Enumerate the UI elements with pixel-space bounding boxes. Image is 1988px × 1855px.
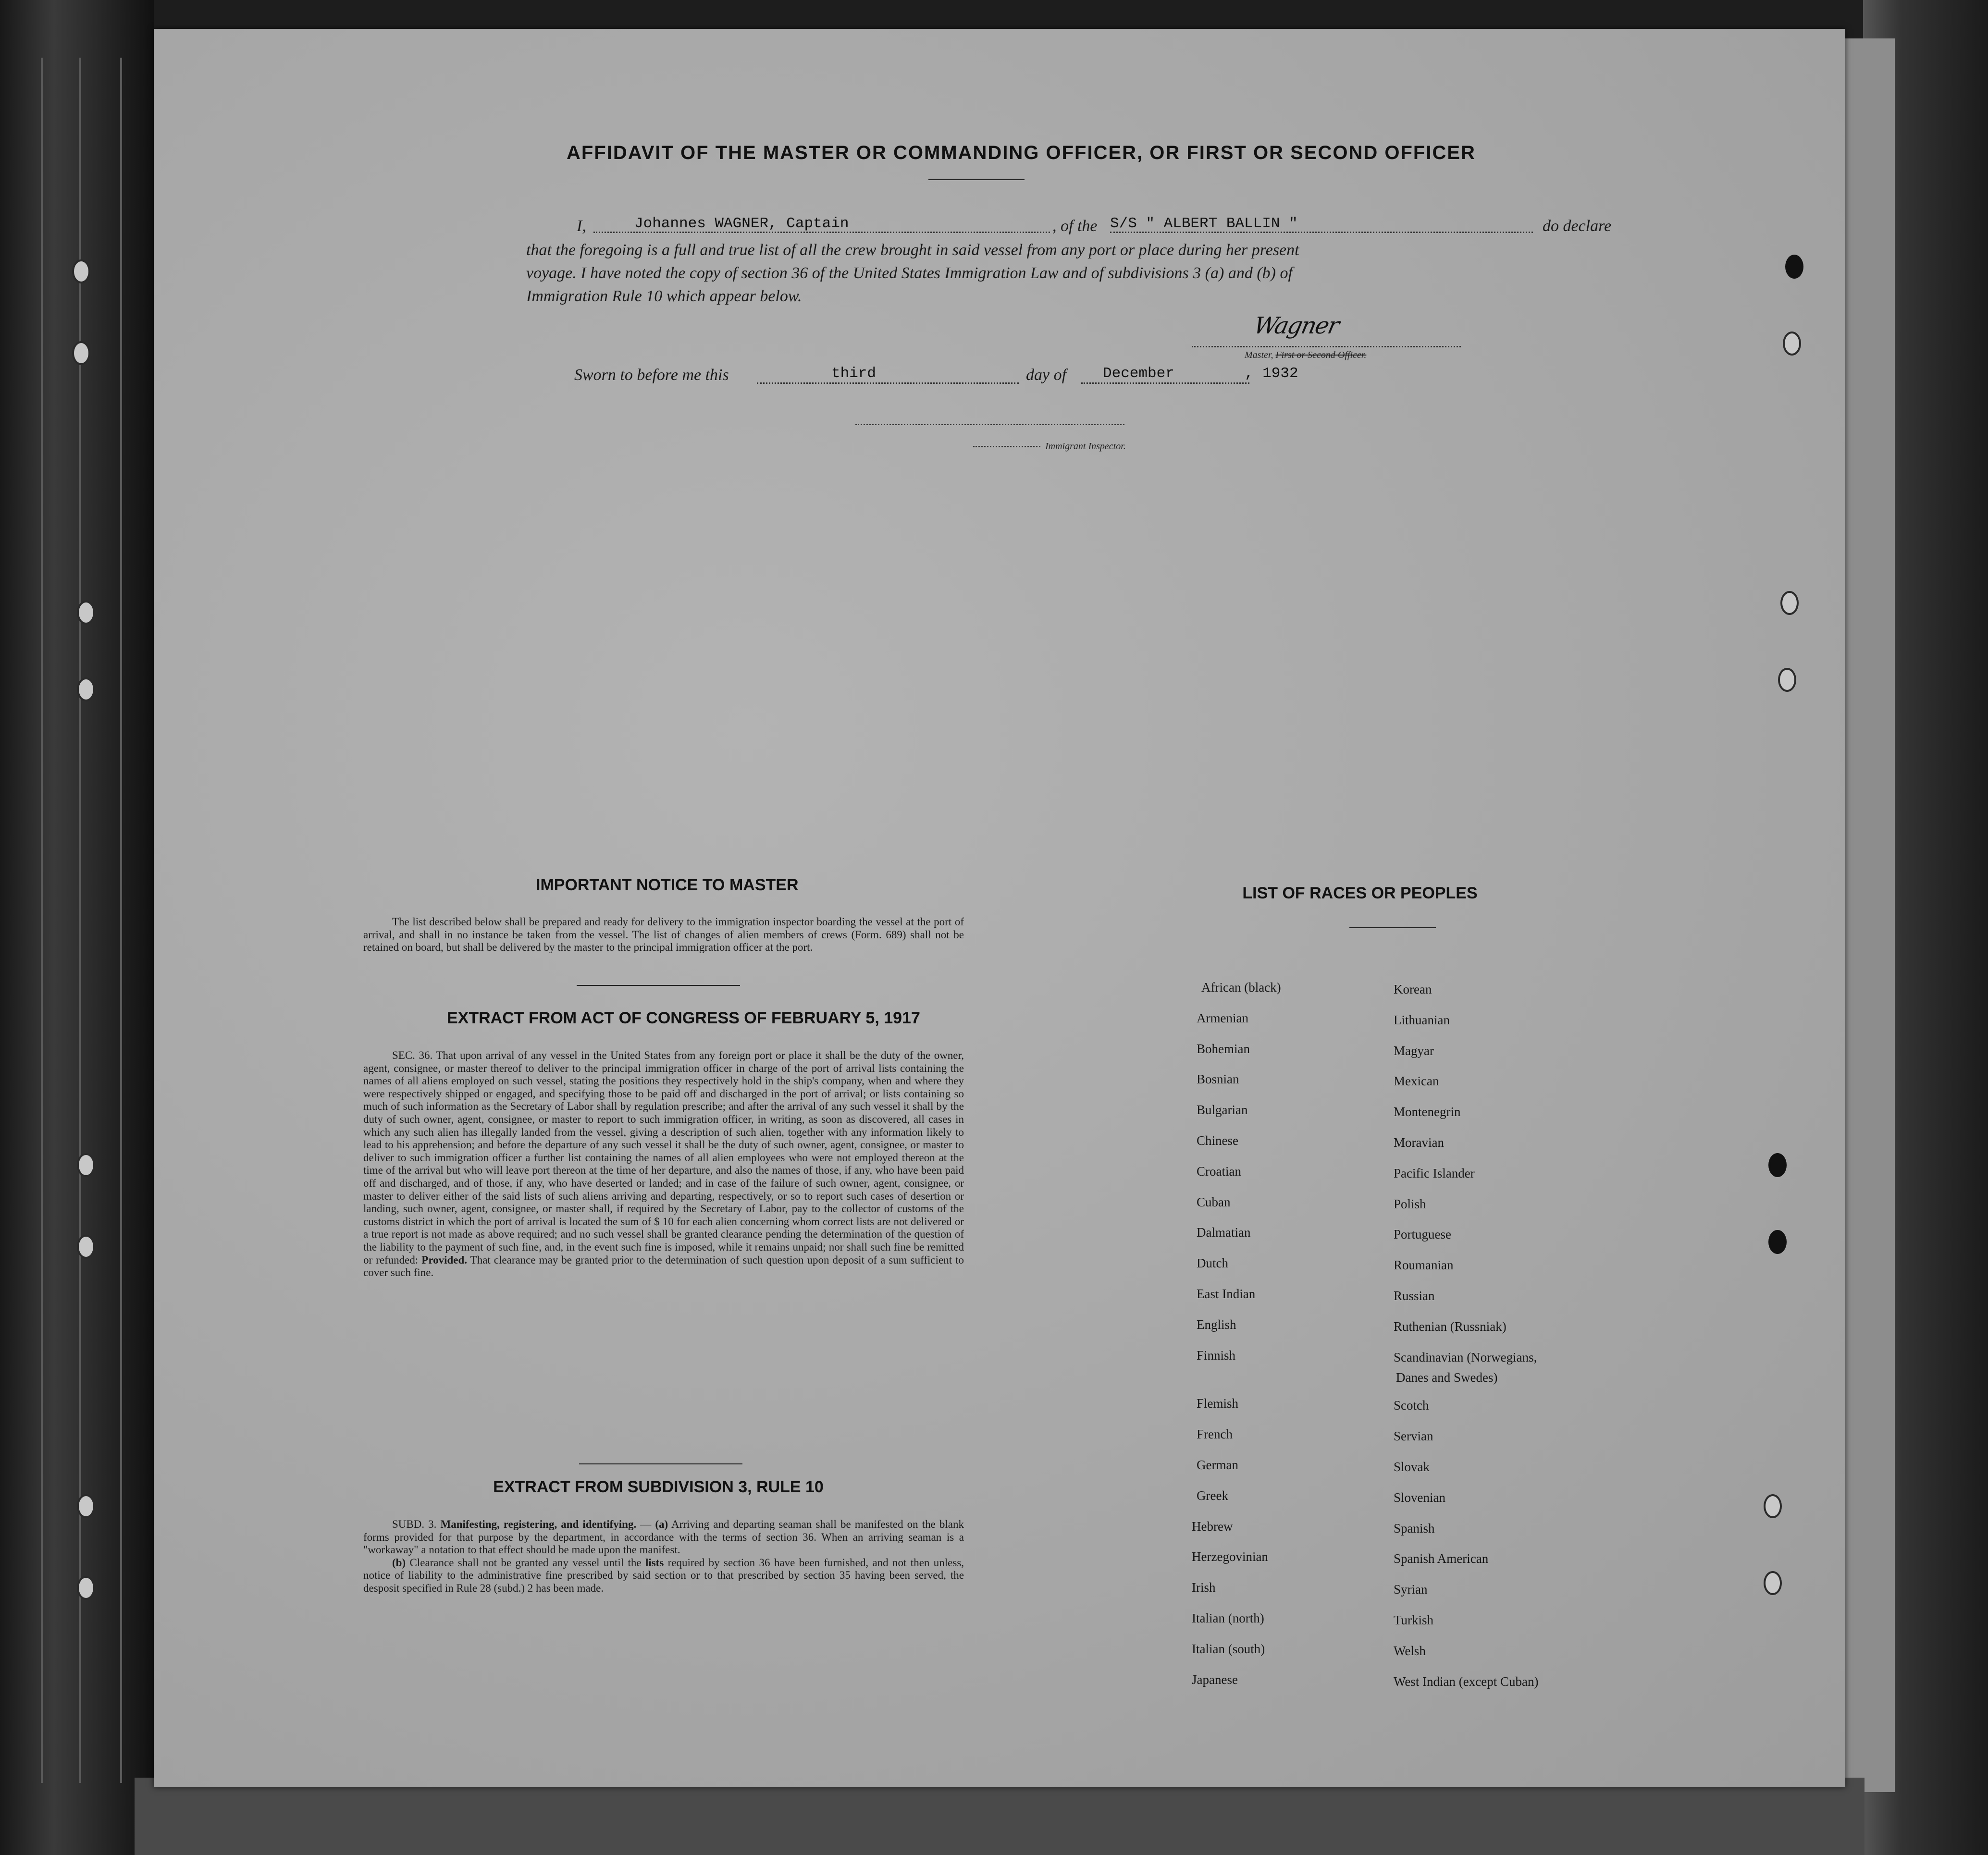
punch-hole-icon bbox=[1780, 591, 1799, 615]
race-item: Welsh bbox=[1394, 1643, 1426, 1658]
race-item: German bbox=[1197, 1458, 1238, 1472]
act-text-main: SEC. 36. That upon arrival of any vessel in the United States from any foreign port or place it shall be the duty of the owner, agent, consignee, or master thereof to deliver to the principal immigration officer in charge of the port of arrival lists containing the names of all aliens employed on such vessel, stating the positions they respectively hold in the ship's company, when and where they were respectively shipped or engaged, and specifying those to be paid off and discharged in the port of arrival; or lists containing so much of such information as the Secretary of Labor shall by regulation prescribe; and after the arrival of any such vessel it shall by the duty of such owner, agent, consignee, or master to report to such immigration officer, in writing, as soon as discovered, all cases in which any such alien has illegally landed from the vessel, giving a description of such alien, together with any information likely to lead to his apprehension; and before the departure of any such vessel it shall be the duty of such owner, agent, consignee, or master to deliver to such immigration officer a further list containing the names of all alien employees who were not employed thereon at the time of the arrival but who will leave port thereon at the time of her departure, and also the names of those, if any, who have been paid off and discharged, and of those, if any, who have deserted or landed; and in case of the failure of such owner, agent, consignee, or master to deliver either of the said lists of such aliens arriving and departing, respectively, or so to report such cases of desertion or landing, such owner, agent, consignee, or master shall, if required by the Secretary of Labor, pay to the collector of customs of the customs district in which the port of arrival is located the sum of $ 10 for each alien concerning whom correct lists are not delivered or a true report is not made as above required; and no such vessel shall be granted clearance pending the determination of the question of the liability to the payment of such fine, and, in the event such fine is imposed, while it remains unpaid; nor shall such fine be remitted or refunded: bbox=[363, 1049, 964, 1266]
race-item: Dalmatian bbox=[1197, 1225, 1251, 1240]
race-item: English bbox=[1197, 1317, 1236, 1332]
races-heading-underline bbox=[1349, 927, 1436, 928]
rule-b-text-2: required by section 36 have been furnished, and not then unless, notice of liability to the administrative fine prescribed by said section or to that prescribed by section 35 having been served, the desposit specified in Rule 28 (subd.) 2 has been made. bbox=[363, 1556, 964, 1594]
decl-do-declare: do declare bbox=[1543, 217, 1612, 235]
race-item: Danes and Swedes) bbox=[1396, 1370, 1498, 1385]
rule-b-text-1: Clearance shall not be granted any vessel until the bbox=[409, 1556, 642, 1569]
act-extract-paragraph bbox=[363, 1049, 964, 1279]
race-item: Roumanian bbox=[1394, 1258, 1454, 1273]
race-item: Slovak bbox=[1394, 1460, 1430, 1474]
section-divider bbox=[579, 1463, 742, 1464]
race-item: Spanish American bbox=[1394, 1551, 1489, 1566]
race-item: Korean bbox=[1394, 982, 1432, 996]
punch-hole-icon bbox=[77, 1576, 95, 1600]
notice-paragraph bbox=[363, 916, 964, 954]
vessel-name-field: S/S " ALBERT BALLIN " bbox=[1110, 215, 1298, 232]
rule-b-label: (b) bbox=[392, 1556, 406, 1569]
race-item: Bohemian bbox=[1197, 1041, 1250, 1056]
punch-hole-icon bbox=[72, 259, 90, 283]
race-item: Scotch bbox=[1394, 1398, 1429, 1413]
race-item: Magyar bbox=[1394, 1043, 1434, 1058]
race-item: West Indian (except Cuban) bbox=[1394, 1674, 1539, 1689]
race-item: Croatian bbox=[1197, 1164, 1241, 1179]
race-item: Mexican bbox=[1394, 1074, 1439, 1089]
race-item: Montenegrin bbox=[1394, 1105, 1461, 1119]
punch-hole-icon bbox=[77, 1235, 95, 1259]
affidavit-title: AFFIDAVIT OF THE MASTER OR COMMANDING OFFICER, OR FIRST OR SECOND OFFICER bbox=[567, 142, 1476, 163]
affidavit-page bbox=[154, 29, 1845, 1787]
notice-text: The list described below shall be prepared and ready for delivery to the immigration inspector boarding the vessel at the port of arrival, and shall in no instance be taken from the vessel. The list of changes of alien members of crews (Form. 689) shall not be retained on board, but shall be delivered by the master to the principal immigration officer at the port. bbox=[363, 916, 964, 954]
signature-caption bbox=[1245, 350, 1366, 361]
race-item: Pacific Islander bbox=[1394, 1166, 1475, 1180]
caption-master: Master, bbox=[1245, 350, 1273, 360]
race-item: Italian (south) bbox=[1192, 1641, 1265, 1656]
decl-of-the: , of the bbox=[1052, 217, 1098, 235]
race-item: Chinese bbox=[1197, 1133, 1238, 1148]
signature-line bbox=[1192, 346, 1461, 347]
sworn-year-field: , 1932 bbox=[1245, 365, 1298, 382]
day-field-line bbox=[757, 382, 1019, 384]
punch-hole-icon bbox=[1764, 1494, 1782, 1518]
races-heading: LIST OF RACES OR PEOPLES bbox=[1242, 884, 1478, 902]
title-underline bbox=[928, 179, 1025, 180]
race-item: Polish bbox=[1394, 1196, 1426, 1211]
punch-hole-icon bbox=[1783, 332, 1801, 356]
race-item: African (black) bbox=[1201, 980, 1281, 995]
decl-line-4: Immigration Rule 10 which appear below. bbox=[526, 287, 802, 305]
decl-i: I, bbox=[577, 217, 586, 235]
sworn-day-field: third bbox=[831, 365, 877, 382]
race-item: Spanish bbox=[1394, 1521, 1435, 1536]
rule-a-title: Manifesting, registering, and identifying. bbox=[440, 1518, 637, 1530]
race-item: Scandinavian (Norwegians, bbox=[1394, 1350, 1537, 1364]
rule-subd-b bbox=[363, 1557, 964, 1595]
punch-hole-icon bbox=[77, 1494, 95, 1518]
day-of-label: day of bbox=[1026, 366, 1067, 384]
race-item: Flemish bbox=[1197, 1396, 1239, 1411]
master-signature: Wagner bbox=[1251, 312, 1341, 339]
race-item: Irish bbox=[1192, 1580, 1216, 1595]
sworn-month-field: December bbox=[1103, 365, 1174, 382]
rule-subd-a bbox=[363, 1518, 964, 1557]
race-item: Russian bbox=[1394, 1289, 1435, 1303]
race-item: Lithuanian bbox=[1394, 1012, 1450, 1027]
act-text-end: That clearance may be granted prior to the determination of such question upon deposit of a sum sufficient to cover such fine. bbox=[363, 1253, 964, 1279]
race-item: Italian (north) bbox=[1192, 1611, 1264, 1625]
rule-a-dash: — bbox=[636, 1518, 655, 1530]
inspector-caption: Immigrant Inspector. bbox=[1045, 441, 1126, 452]
race-item: Herzegovinian bbox=[1192, 1549, 1268, 1564]
decl-line-2: that the foregoing is a full and true list of all the crew brought in said vessel from any port or place during her present bbox=[526, 241, 1299, 259]
race-item: Japanese bbox=[1192, 1672, 1238, 1687]
race-item: French bbox=[1197, 1427, 1233, 1442]
race-item: Ruthenian (Russniak) bbox=[1394, 1319, 1506, 1334]
punch-hole-icon bbox=[1778, 668, 1796, 692]
punch-hole-icon bbox=[77, 1153, 95, 1177]
punch-hole-icon bbox=[1764, 1571, 1782, 1595]
punch-hole-icon bbox=[72, 341, 90, 365]
race-item: Armenian bbox=[1197, 1010, 1248, 1025]
race-item: Hebrew bbox=[1192, 1519, 1233, 1534]
race-item: Turkish bbox=[1394, 1613, 1434, 1627]
race-item: Dutch bbox=[1197, 1256, 1228, 1271]
ruler-line bbox=[79, 58, 81, 1783]
race-item: Servian bbox=[1394, 1429, 1433, 1444]
rule-extract-heading: EXTRACT FROM SUBDIVISION 3, RULE 10 bbox=[493, 1478, 824, 1496]
caption-struck-officers: First or Second Officer. bbox=[1275, 350, 1367, 360]
decl-line-3: voyage. I have noted the copy of section 36 of the United States Immigration Law and of subdivisions 3 (a) and (b) of bbox=[526, 264, 1293, 282]
master-name-field: Johannes WAGNER, Captain bbox=[634, 215, 849, 232]
inspector-signature-line bbox=[855, 424, 1124, 425]
punch-hole-icon bbox=[1785, 255, 1803, 279]
punch-hole-icon bbox=[1768, 1153, 1787, 1177]
rule-a-label: (a) bbox=[655, 1518, 668, 1530]
sworn-label: Sworn to before me this bbox=[574, 366, 729, 384]
act-extract-heading: EXTRACT FROM ACT OF CONGRESS OF FEBRUARY 5, 1917 bbox=[447, 1009, 920, 1027]
section-divider bbox=[577, 985, 740, 986]
act-provided: Provided. bbox=[421, 1253, 468, 1266]
race-item: East Indian bbox=[1197, 1287, 1256, 1301]
race-item: Slovenian bbox=[1394, 1490, 1445, 1505]
race-item: Syrian bbox=[1394, 1582, 1428, 1597]
race-item: Bosnian bbox=[1197, 1072, 1239, 1087]
race-item: Bulgarian bbox=[1197, 1103, 1248, 1118]
punch-hole-icon bbox=[77, 601, 95, 625]
race-item: Portuguese bbox=[1394, 1227, 1451, 1242]
ruler-line bbox=[41, 58, 43, 1783]
rule-a-text: Arriving and departing seaman shall be manifested on the blank forms provided for that purpose by the department, in accordance with the terms of section 36. When an arriving seaman is a "workaway" a notation to that effect should be made upon the manifest. bbox=[363, 1518, 964, 1556]
month-field-line bbox=[1081, 382, 1249, 384]
rule-a-prefix: SUBD. 3. bbox=[392, 1518, 437, 1530]
race-item: Cuban bbox=[1197, 1194, 1231, 1209]
ruler-line bbox=[120, 58, 122, 1783]
inspector-short-line bbox=[973, 446, 1040, 447]
rule-b-lists: lists bbox=[645, 1556, 664, 1569]
bottom-sheet-edge bbox=[135, 1778, 1865, 1855]
punch-hole-icon bbox=[77, 677, 95, 701]
race-item: Moravian bbox=[1394, 1135, 1444, 1150]
rule-extract-paragraph bbox=[363, 1518, 964, 1595]
punch-hole-icon bbox=[1768, 1230, 1787, 1254]
race-item: Finnish bbox=[1197, 1348, 1236, 1363]
notice-heading: IMPORTANT NOTICE TO MASTER bbox=[536, 876, 799, 894]
race-item: Greek bbox=[1197, 1488, 1228, 1503]
